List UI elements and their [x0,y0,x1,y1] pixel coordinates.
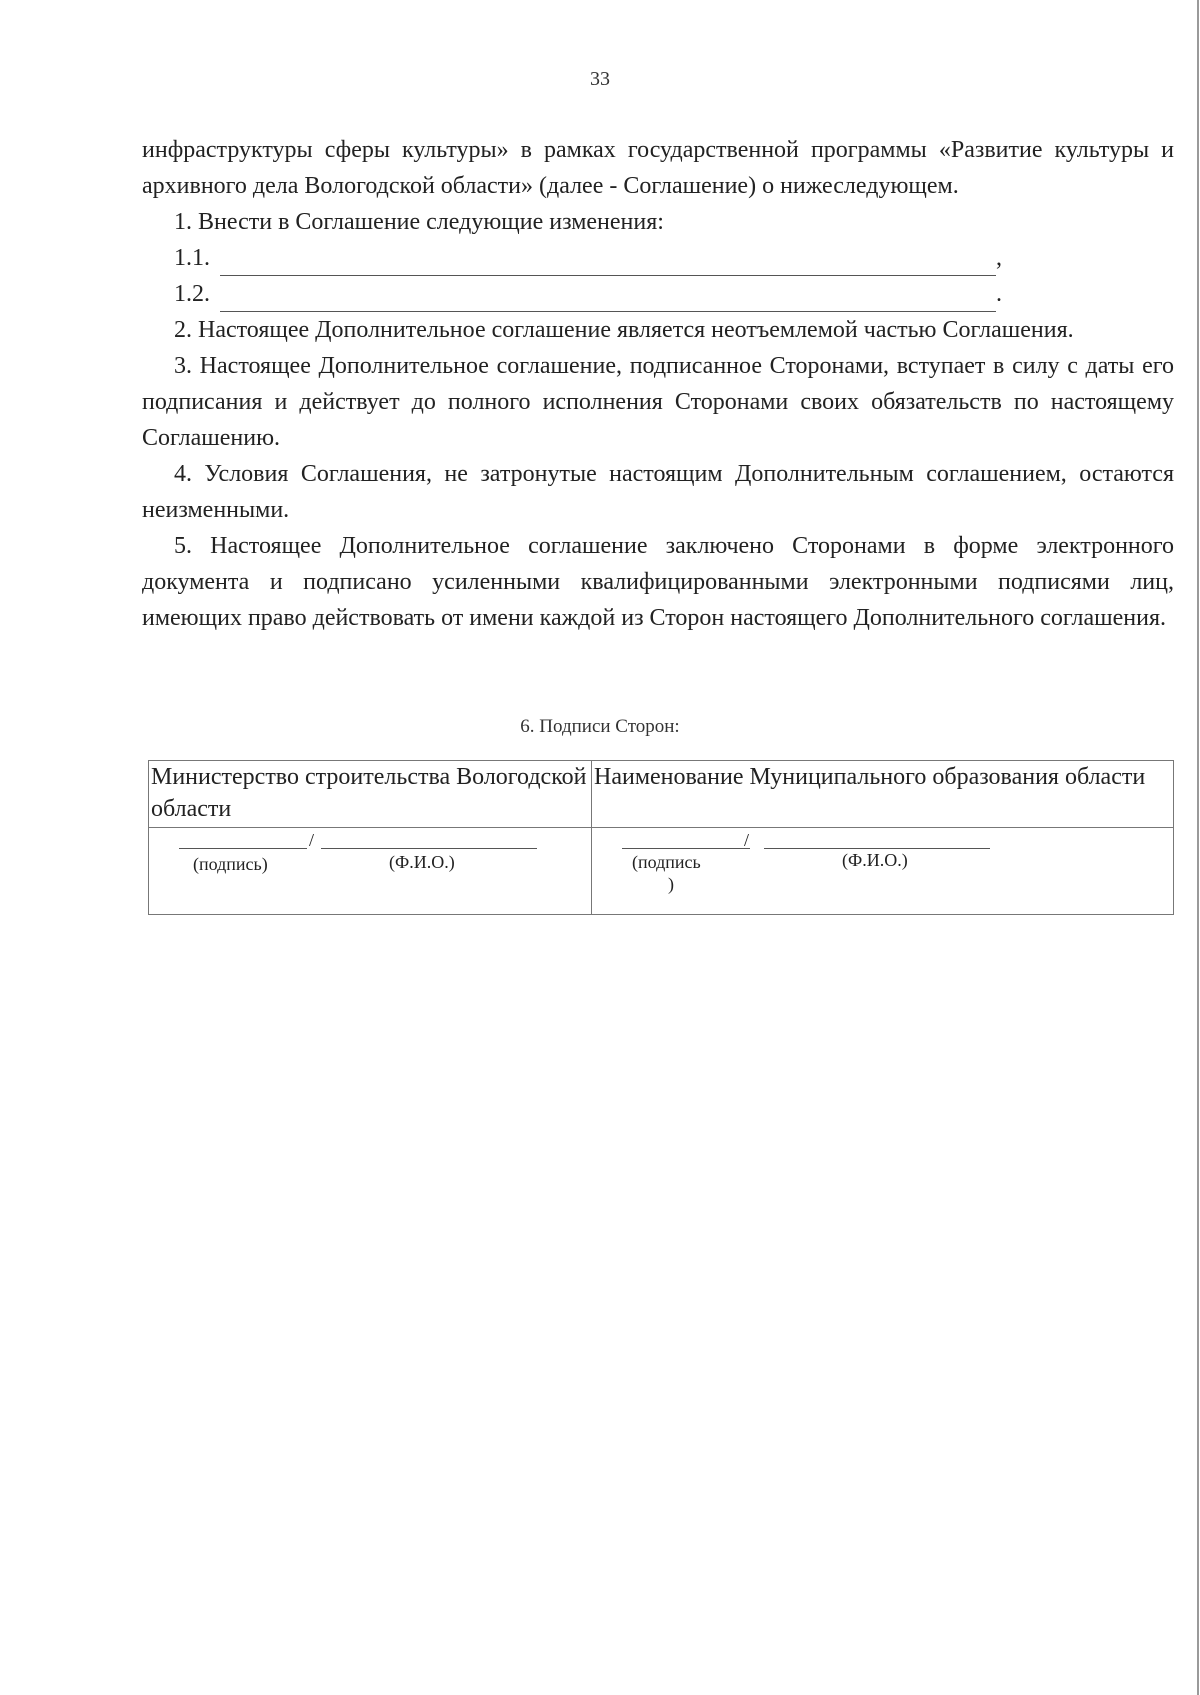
item-end: . [996,281,1002,307]
scan-edge [1197,0,1199,1695]
signatures-heading: 6. Подписи Сторон: [520,716,680,737]
item-1-2 [142,276,1174,312]
name-line [764,848,990,849]
paragraph-2: 2. Настоящее Дополнительное соглашение является неотъемлемой частью Соглашения. [174,317,1074,343]
party-2-name: Наименование Муниципального образования области [592,761,1174,828]
fill-in-line [220,251,996,276]
item-end: , [996,245,1002,271]
separator-slash: / [744,830,750,850]
signatures-table [148,760,1174,915]
signature-line [179,848,307,849]
paragraph-3: 3. Настоящее Дополнительное соглашение, подписанное Сторонами, вступает в силу с даты его подписания и действует до полного исполнения Сторонами своих обязательств по настоящему Соглашению. [142,353,1174,451]
paragraph-1: 1. Внести в Соглашение следующие изменения: [174,209,664,235]
name-caption: (Ф.И.О.) [389,852,455,872]
name-caption: (Ф.И.О.) [842,850,908,870]
signature-line [622,848,750,849]
item-label: 1.1. [174,245,210,271]
party-1-name: Министерство строительства Вологодской области [149,761,592,828]
item-1-1 [142,240,1174,276]
party-2-signature [592,828,1174,915]
item-label: 1.2. [174,281,210,307]
name-line [321,848,537,849]
paragraph-intro: инфраструктуры сферы культуры» в рамках государственной программы «Развитие культуры и архивного дела Вологодской области» (далее - Соглашение) о нижеследующем. [142,137,1174,199]
page-number: 33 [590,68,610,90]
party-1-signature [149,828,592,915]
document-body [142,132,1174,636]
signature-caption-tail: ) [668,874,674,894]
paragraph-4: 4. Условия Соглашения, не затронутые настоящим Дополнительным соглашением, остаются неизменными. [142,461,1174,523]
signature-caption: (подпись [632,852,701,872]
paragraph-5: 5. Настоящее Дополнительное соглашение заключено Сторонами в форме электронного документа и подписано усиленными квалифицированными электронными подписями лиц, имеющих право действовать от имени каждой из Сторон настоящего Дополнительного соглашения. [142,533,1174,631]
signature-caption: (подпись) [193,854,268,874]
separator-slash: / [309,830,315,850]
fill-in-line [220,287,996,312]
